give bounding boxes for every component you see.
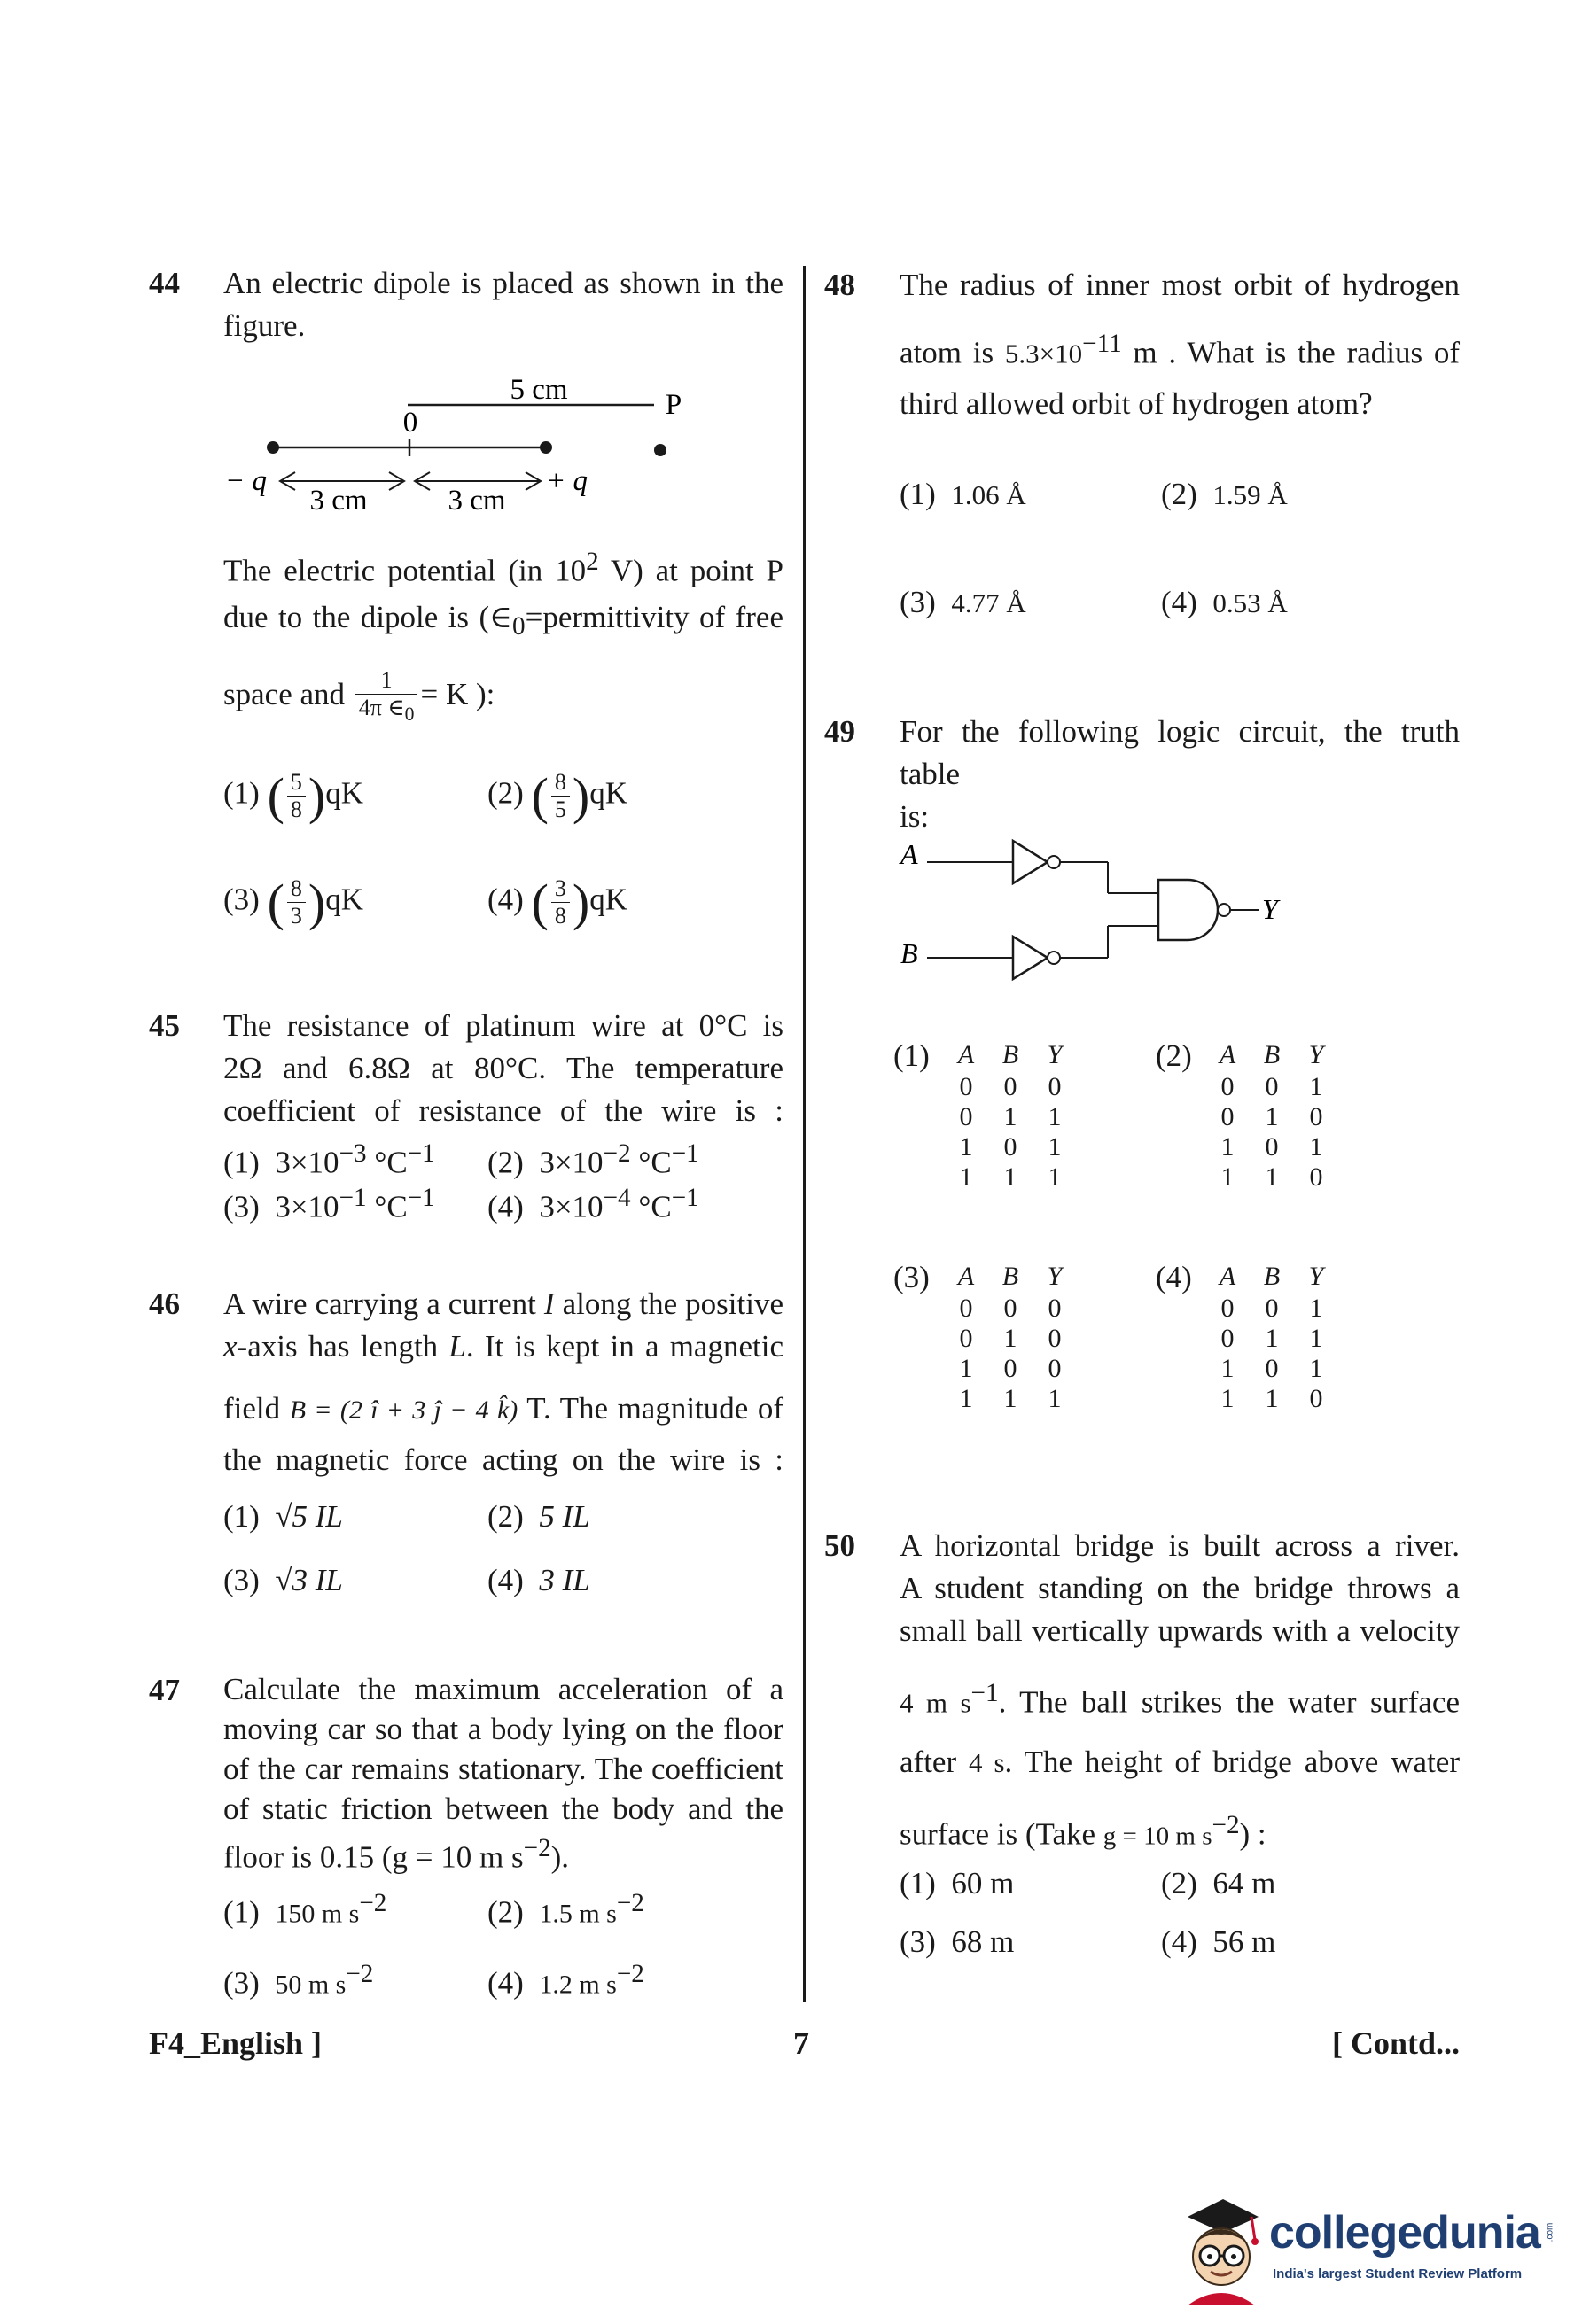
question-49-text: For the following logic circuit, the truth table is: [900,714,1460,834]
footer-continued: [ Contd... [1332,2025,1461,2061]
q46-option-4[interactable]: (4) 3 IL [487,1563,590,1597]
label-5cm: 5 cm [510,374,568,406]
fraction-k: $\frac{1}{4\pi \in_0}$ [355,667,418,727]
q47-option-4[interactable]: (4) 1.2 m $s^{-2}$ [487,1960,644,2001]
truth-table-cell: 1 [1265,1324,1279,1353]
label-minus-q: − q [225,465,268,497]
q48-option-4[interactable]: (4) 0.53 Å [1161,585,1288,619]
truth-table-cell: 0 [1265,1132,1279,1162]
question-46-text: A wire carrying a current I along the positive x-axis has length L. It is kept in a magnetic field B = (2 î + 3 ĵ − 4 k̂) T. The magnitude of the magnetic force acting on the wire is : [223,1286,784,1477]
truth-table-cell: 1 [1003,1324,1017,1353]
truth-table-header: B [1001,1040,1019,1069]
truth-table-cell: 0 [1048,1294,1062,1323]
truth-table-header: A [957,1040,975,1069]
truth-table-header: Y [1308,1040,1324,1069]
logo-brand-text: collegedunia [1269,2207,1540,2258]
question-number-45: 45 [149,1008,180,1043]
question-number-50: 50 [824,1528,855,1563]
truth-table-cell: 1 [1309,1072,1323,1101]
input-a-label: A [900,838,918,870]
truth-table-cell: 1 [1048,1132,1062,1162]
question-44-body: The electric potential (in $10^2$ V) at point P due to the dipole is ($\in_0=permittivity$ of free space and $\frac{1}{4\pi \in_0}$ = K ): [223,540,783,727]
truth-table-cell: 1 [1265,1162,1279,1192]
q47-option-1[interactable]: (1) 150 m $s^{-2}$ [223,1889,387,1930]
label-3cm-left: 3 cm [309,485,368,517]
truth-table-cell: 0 [959,1324,973,1353]
charge-pos-dot [540,441,552,454]
q49-truth-table-4[interactable] [1205,1260,1338,1414]
logo-tagline: India's largest Student Review Platform [1273,2266,1523,2281]
q46-option-2[interactable]: (2) 5 IL [487,1499,590,1534]
truth-table-cell: 0 [1220,1294,1235,1323]
q44-option-3[interactable]: (3) ( $\frac{8}{3}$ )qK [223,874,363,931]
q49-truth-table-3[interactable] [944,1260,1077,1414]
truth-table-cell: 0 [1265,1072,1279,1101]
truth-table-cell: 0 [959,1072,973,1101]
not-gate-b [1013,937,1048,979]
truth-table-cell: 1 [959,1132,973,1162]
q47-option-2[interactable]: (2) 1.5 m $s^{-2}$ [487,1889,644,1930]
truth-table-cell: 0 [959,1102,973,1131]
q46-option-1[interactable]: (1) √5 IL [223,1499,343,1534]
truth-table-header: B [1001,1262,1019,1291]
question-number-48: 48 [824,268,855,302]
footer-page-number: 7 [793,2025,809,2061]
truth-table-cell: 1 [1309,1132,1323,1162]
point-p-dot [654,444,666,456]
truth-table-cell: 1 [1309,1294,1323,1323]
q50-option-3[interactable]: (3) 68 m [900,1924,1015,1959]
q45-option-1[interactable]: (1) $3\times 10^{-3}$ $^\circ C^{-1}$ [223,1139,435,1180]
q49-truth-table-2[interactable] [1205,1038,1338,1193]
input-b-label: B [900,937,918,969]
truth-table-header: Y [1047,1262,1063,1291]
label-p: P [665,389,682,421]
truth-table-cell: 0 [1265,1354,1279,1383]
q45-option-3[interactable]: (3) $3\times 10^{-1}$ $^\circ C^{-1}$ [223,1184,435,1224]
q49-option-2-label[interactable]: (2) [1156,1038,1192,1073]
q49-option-4-label[interactable]: (4) [1156,1260,1192,1294]
question-number-46: 46 [149,1286,180,1321]
column-divider [803,266,806,2002]
truth-table-cell: 1 [959,1162,973,1192]
q44-option-2[interactable]: (2) ( $\frac{8}{5}$ )qK [487,767,627,825]
mascot-icon [1170,2181,1272,2305]
truth-table-cell: 1 [1003,1384,1017,1413]
question-48-text: The radius of inner most orbit of hydrogen atom is $5.3\times 10^{-11}$ m . What is the radius of third allowed orbit of hydrogen atom? [900,268,1461,421]
q50-option-1[interactable]: (1) 60 m [900,1866,1015,1900]
question-45-text: The resistance of platinum wire at 0°C is 2Ω and 6.8Ω at 80°C. The temperature coefficient of resistance of the wire is : [223,1008,783,1128]
truth-table-cell: 0 [1003,1132,1017,1162]
nand-gate [1158,880,1218,940]
q49-option-1-label[interactable]: (1) [893,1038,930,1073]
q45-option-2[interactable]: (2) $3\times 10^{-2}$ $^\circ C^{-1}$ [487,1139,699,1180]
truth-table-cell: 1 [1003,1162,1017,1192]
truth-table-header: Y [1047,1040,1063,1069]
truth-table-cell: 1 [1220,1354,1235,1383]
truth-table-cell: 1 [1265,1102,1279,1131]
q48-option-1[interactable]: (1) 1.06 Å [900,477,1026,511]
truth-table-cell: 1 [1309,1324,1323,1353]
dipole-figure [220,368,698,518]
truth-table-cell: 1 [959,1384,973,1413]
question-number-44: 44 [149,266,180,300]
truth-table-cell: 0 [1048,1072,1062,1101]
q45-option-4[interactable]: (4) $3\times 10^{-4}$ $^\circ C^{-1}$ [487,1184,699,1224]
charge-neg-dot [267,441,279,454]
truth-table-cell: 1 [1048,1162,1062,1192]
question-50-text: A horizontal bridge is built across a river. A student standing on the bridge throws a small ball vertically upwards with a velocity 4 m $s^{-1}$. The ball strikes the water surface after 4 s. The height of bridge above water surface is (Take g = 10 m $s^{-2}$) : [900,1528,1460,1852]
truth-table-cell: 0 [1048,1324,1062,1353]
magnetic-field-vector: B = (2 î + 3 ĵ − 4 k̂) [289,1395,518,1425]
label-zero: 0 [402,407,418,439]
truth-table-cell: 1 [1003,1102,1017,1131]
q50-option-2[interactable]: (2) 64 m [1161,1866,1276,1900]
truth-table-cell: 1 [1048,1384,1062,1413]
q49-truth-table-1[interactable] [944,1038,1077,1193]
q44-option-1[interactable]: (1) ( $\frac{5}{8}$ )qK [223,767,363,825]
truth-table-cell: 1 [959,1354,973,1383]
truth-table-cell: 0 [1048,1354,1062,1383]
truth-table-header: B [1263,1040,1281,1069]
question-47-text: Calculate the maximum acceleration of a moving car so that a body lying on the floor of the car remains stationary. The coefficient of static friction between the body and the floor is 0.15 (g = 10 m $s^{-2}$). [223,1672,783,1875]
truth-table-cell: 1 [1048,1102,1062,1131]
footer-paper-code: F4_English ] [149,2025,323,2061]
truth-table-cell: 0 [1220,1324,1235,1353]
q48-option-2[interactable]: (2) 1.59 Å [1161,477,1288,511]
logo-suffix: .com [1545,2222,1555,2242]
output-y-label: Y [1262,893,1278,925]
truth-table-header: Y [1308,1262,1324,1291]
truth-table-cell: 0 [1003,1354,1017,1383]
q48-option-3[interactable]: (3) 4.77 Å [900,585,1026,619]
q46-option-3[interactable]: (3) √3 IL [223,1563,343,1597]
truth-table-header: A [1219,1262,1236,1291]
truth-table-header: B [1263,1262,1281,1291]
truth-table-cell: 0 [1220,1102,1235,1131]
q47-option-3[interactable]: (3) 50 m $s^{-2}$ [223,1960,374,2001]
truth-table-cell: 0 [1220,1072,1235,1101]
truth-table-cell: 0 [1309,1162,1323,1192]
truth-table-cell: 1 [1220,1132,1235,1162]
truth-table-cell: 0 [1309,1102,1323,1131]
truth-table-header: A [957,1262,975,1291]
label-3cm-right: 3 cm [448,485,506,517]
truth-table-cell: 1 [1220,1162,1235,1192]
question-number-49: 49 [824,714,855,749]
truth-table-cell: 0 [1003,1072,1017,1101]
not-gate-a [1013,841,1048,883]
q49-option-3-label[interactable]: (3) [893,1260,930,1294]
truth-table-cell: 1 [1220,1384,1235,1413]
collegedunia-logo[interactable] [1170,2181,1560,2305]
truth-table-cell: 0 [1309,1384,1323,1413]
q44-option-4[interactable]: (4) ( $\frac{3}{8}$ )qK [487,874,627,931]
truth-table-cell: 0 [1003,1294,1017,1323]
truth-table-cell: 0 [1265,1294,1279,1323]
question-44-text: An electric dipole is placed as shown in the figure. [223,266,783,343]
truth-table-header: A [1219,1040,1236,1069]
truth-table-cell: 1 [1309,1354,1323,1383]
logic-circuit-diagram [895,828,1303,992]
label-plus-q: + q [546,465,588,497]
question-number-47: 47 [149,1673,180,1707]
q50-option-4[interactable]: (4) 56 m [1161,1924,1276,1959]
truth-table-cell: 0 [959,1294,973,1323]
truth-table-cell: 1 [1265,1384,1279,1413]
